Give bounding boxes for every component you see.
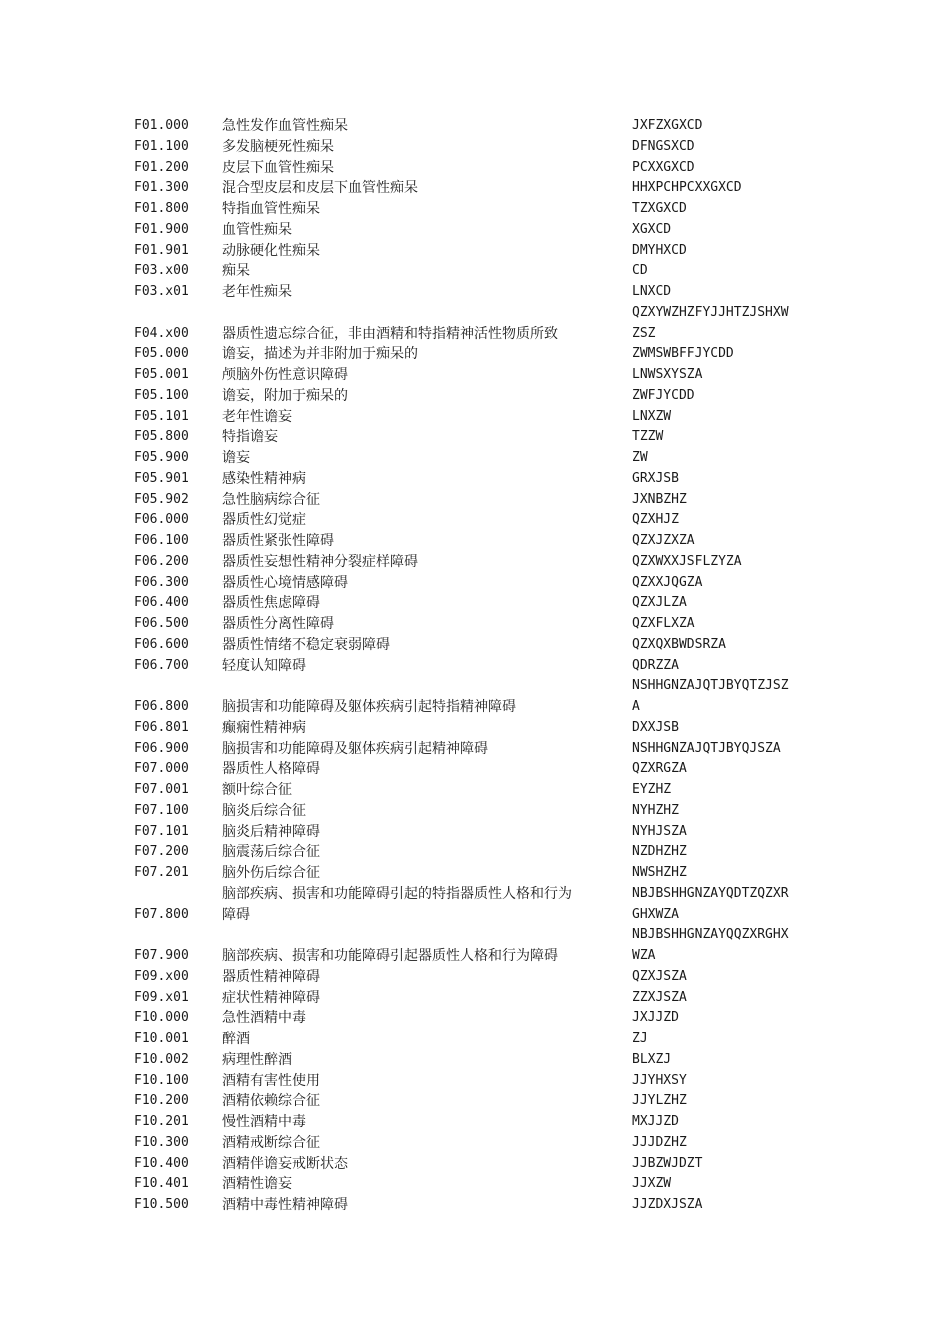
pinyin-abbreviation: QZXRGZA <box>632 761 687 777</box>
table-row <box>134 1154 814 1175</box>
table-row <box>134 531 814 552</box>
diagnosis-code-table <box>134 116 814 1216</box>
table-row <box>134 158 814 179</box>
pinyin-abbreviation: EYZHZ <box>632 782 672 797</box>
diagnosis-name: 颅脑外伤性意识障碍 <box>222 367 348 383</box>
pinyin-abbreviation: TZXGXCD <box>632 201 687 216</box>
pinyin-abbreviation: NSHHGNZAJQTJBYQJSZA <box>632 740 781 756</box>
diagnosis-name: 脑震荡后综合征 <box>222 844 320 861</box>
diagnosis-code: F07.000 <box>134 761 189 777</box>
pinyin-abbreviation: NYHZHZ <box>632 802 679 818</box>
diagnosis-code: F03.x00 <box>134 263 189 279</box>
table-row <box>134 490 814 511</box>
diagnosis-name: 癫痫性精神病 <box>222 719 306 736</box>
diagnosis-code: F01.100 <box>134 138 189 154</box>
diagnosis-name: 器质性人格障碍 <box>222 761 320 778</box>
pinyin-abbreviation: DXXJSB <box>632 719 679 735</box>
diagnosis-code: F07.201 <box>134 865 189 880</box>
diagnosis-name: 脑损害和功能障碍及躯体疾病引起特指精神障碍 <box>222 699 516 715</box>
diagnosis-code: F01.300 <box>134 180 189 196</box>
table-row <box>134 1071 814 1092</box>
pinyin-abbreviation: DFNGSXCD <box>632 138 695 154</box>
table-row <box>134 1195 814 1216</box>
diagnosis-name: 酒精戒断综合征 <box>222 1134 320 1151</box>
diagnosis-name: 脑部疾病、损害和功能障碍引起的特指器质性人格和行为 障碍 <box>222 885 572 923</box>
diagnosis-code: F05.902 <box>134 491 189 507</box>
table-row <box>134 469 814 490</box>
diagnosis-code: F06.200 <box>134 553 189 569</box>
pinyin-abbreviation: JJBZWJDZT <box>632 1155 703 1171</box>
pinyin-abbreviation: QZXQXBWDSRZA <box>632 636 726 652</box>
diagnosis-code: F06.300 <box>134 574 189 590</box>
diagnosis-code: F04.x00 <box>134 325 189 341</box>
diagnosis-name: 器质性妄想性精神分裂症样障碍 <box>222 553 418 570</box>
pinyin-abbreviation: ZW <box>632 450 648 465</box>
diagnosis-code: F01.901 <box>134 242 189 258</box>
table-row <box>134 614 814 635</box>
diagnosis-name: 谵妄，描述为并非附加于痴呆的 <box>222 346 418 363</box>
table-row <box>134 344 814 365</box>
diagnosis-name: 器质性焦虑障碍 <box>222 595 320 612</box>
pinyin-abbreviation: ZWMSWBFFJYCDD <box>632 346 734 362</box>
diagnosis-code: F03.x01 <box>134 284 189 299</box>
diagnosis-code: F10.500 <box>134 1197 189 1212</box>
diagnosis-code: F10.400 <box>134 1155 189 1171</box>
table-row <box>134 573 814 594</box>
pinyin-abbreviation: JXFZXGXCD <box>632 118 703 133</box>
diagnosis-code: F05.800 <box>134 429 189 445</box>
diagnosis-code: F10.401 <box>134 1176 189 1192</box>
table-row <box>134 137 814 158</box>
table-row <box>134 593 814 614</box>
diagnosis-name: 血管性痴呆 <box>222 221 292 238</box>
pinyin-abbreviation: ZZXJSZA <box>632 989 687 1005</box>
pinyin-abbreviation: NSHHGNZAJQTJBYQTZJSZ A <box>632 678 789 714</box>
table-row <box>134 801 814 822</box>
diagnosis-code: F06.800 <box>134 699 189 714</box>
diagnosis-code: F05.100 <box>134 387 189 403</box>
table-row <box>134 1029 814 1050</box>
diagnosis-name: 器质性紧张性障碍 <box>222 533 334 549</box>
pinyin-abbreviation: PCXXGXCD <box>632 159 695 175</box>
diagnosis-code: F06.400 <box>134 595 189 611</box>
table-row <box>134 676 814 718</box>
table-row <box>134 925 814 967</box>
diagnosis-name: 多发脑梗死性痴呆 <box>222 138 334 155</box>
diagnosis-code: F10.201 <box>134 1114 189 1129</box>
pinyin-abbreviation: BLXZJ <box>632 1051 672 1067</box>
diagnosis-name: 脑外伤后综合征 <box>222 865 320 881</box>
diagnosis-code: F06.500 <box>134 616 189 631</box>
diagnosis-code: F06.100 <box>134 533 189 548</box>
diagnosis-name: 老年性痴呆 <box>222 284 292 300</box>
diagnosis-name: 轻度认知障碍 <box>222 657 306 674</box>
diagnosis-code: F10.000 <box>134 1010 189 1026</box>
diagnosis-name: 器质性心境情感障碍 <box>222 574 348 591</box>
diagnosis-name: 器质性遗忘综合征，非由酒精和特指精神活性物质所致 <box>222 325 558 342</box>
pinyin-abbreviation: QZXJLZA <box>632 595 687 611</box>
pinyin-abbreviation: QZXWXXJSFLZYZA <box>632 553 742 569</box>
pinyin-abbreviation: ZJ <box>632 1031 648 1046</box>
pinyin-abbreviation: JXJJZD <box>632 1010 679 1026</box>
table-row <box>134 884 814 926</box>
diagnosis-code: F06.000 <box>134 512 189 528</box>
diagnosis-name: 谵妄 <box>222 450 250 466</box>
diagnosis-code: F01.800 <box>134 201 189 216</box>
diagnosis-code: F06.700 <box>134 657 189 673</box>
diagnosis-name: 谵妄，附加于痴呆的 <box>222 387 348 404</box>
diagnosis-name: 酒精伴谵妄戒断状态 <box>222 1155 348 1172</box>
pinyin-abbreviation: QZXYWZHZFYJJHTZJSHXW ZSZ <box>632 304 789 341</box>
diagnosis-name: 器质性分离性障碍 <box>222 616 334 632</box>
table-row <box>134 552 814 573</box>
diagnosis-code: F09.x00 <box>134 968 189 984</box>
diagnosis-name: 脑损害和功能障碍及躯体疾病引起精神障碍 <box>222 740 488 757</box>
diagnosis-code: F10.300 <box>134 1134 189 1150</box>
diagnosis-code: F10.002 <box>134 1051 189 1067</box>
diagnosis-name: 混合型皮层和皮层下血管性痴呆 <box>222 180 418 197</box>
diagnosis-code: F05.900 <box>134 450 189 465</box>
table-row <box>134 1174 814 1195</box>
table-row <box>134 241 814 262</box>
table-row <box>134 1112 814 1133</box>
table-row <box>134 988 814 1009</box>
diagnosis-name: 感染性精神病 <box>222 470 306 487</box>
diagnosis-code: F07.101 <box>134 823 189 839</box>
table-row <box>134 1008 814 1029</box>
pinyin-abbreviation: ZWFJYCDD <box>632 387 695 403</box>
diagnosis-code: F05.001 <box>134 367 189 382</box>
table-row <box>134 1133 814 1154</box>
table-row <box>134 842 814 863</box>
pinyin-abbreviation: QZXJSZA <box>632 968 687 984</box>
diagnosis-code: F06.900 <box>134 740 189 756</box>
pinyin-abbreviation: LNXCD <box>632 284 672 299</box>
diagnosis-code: F10.001 <box>134 1031 189 1046</box>
pinyin-abbreviation: JJZDXJSZA <box>632 1197 703 1212</box>
pinyin-abbreviation: QZXFLXZA <box>632 616 695 631</box>
diagnosis-code: F07.100 <box>134 802 189 818</box>
table-row <box>134 261 814 282</box>
diagnosis-code: F01.200 <box>134 159 189 175</box>
diagnosis-name: 酒精依赖综合征 <box>222 1093 320 1110</box>
diagnosis-name: 酒精有害性使用 <box>222 1072 320 1089</box>
table-row <box>134 822 814 843</box>
table-row <box>134 303 814 345</box>
pinyin-abbreviation: QDRZZA <box>632 657 679 673</box>
table-row <box>134 718 814 739</box>
table-row <box>134 863 814 884</box>
diagnosis-name: 器质性情绪不稳定衰弱障碍 <box>222 636 390 653</box>
table-row <box>134 427 814 448</box>
diagnosis-code: F06.600 <box>134 636 189 652</box>
pinyin-abbreviation: HHXPCHPCXXGXCD <box>632 180 742 196</box>
pinyin-abbreviation: NWSHZHZ <box>632 865 687 880</box>
pinyin-abbreviation: QZXHJZ <box>632 512 679 528</box>
pinyin-abbreviation: XGXCD <box>632 221 672 237</box>
diagnosis-code: F05.000 <box>134 346 189 362</box>
diagnosis-code: F07.001 <box>134 782 189 797</box>
table-row <box>134 780 814 801</box>
pinyin-abbreviation: JXNBZHZ <box>632 491 687 507</box>
table-row <box>134 199 814 220</box>
diagnosis-name: 症状性精神障碍 <box>222 989 320 1006</box>
diagnosis-name: 器质性幻觉症 <box>222 512 306 529</box>
diagnosis-code: F07.900 <box>134 948 189 963</box>
diagnosis-code: F05.901 <box>134 470 189 486</box>
table-row <box>134 282 814 303</box>
pinyin-abbreviation: LNXZW <box>632 408 672 424</box>
table-row <box>134 386 814 407</box>
pinyin-abbreviation: NBJBSHHGNZAYQDTZQZXR GHXWZA <box>632 885 789 922</box>
pinyin-abbreviation: NZDHZHZ <box>632 844 687 860</box>
pinyin-abbreviation: DMYHXCD <box>632 242 687 258</box>
pinyin-abbreviation: JJJDZHZ <box>632 1134 687 1150</box>
diagnosis-name: 老年性谵妄 <box>222 408 292 425</box>
diagnosis-name: 额叶综合征 <box>222 782 292 798</box>
table-row <box>134 510 814 531</box>
table-row <box>134 448 814 469</box>
diagnosis-name: 慢性酒精中毒 <box>222 1114 306 1130</box>
diagnosis-name: 急性发作血管性痴呆 <box>222 118 348 134</box>
diagnosis-code: F01.000 <box>134 118 189 133</box>
pinyin-abbreviation: MXJJZD <box>632 1114 679 1129</box>
pinyin-abbreviation: TZZW <box>632 429 664 445</box>
table-row <box>134 1091 814 1112</box>
diagnosis-name: 特指血管性痴呆 <box>222 201 320 217</box>
diagnosis-name: 动脉硬化性痴呆 <box>222 242 320 259</box>
pinyin-abbreviation: JJYHXSY <box>632 1072 687 1088</box>
diagnosis-code: F01.900 <box>134 221 189 237</box>
diagnosis-code: F07.800 <box>134 906 189 922</box>
pinyin-abbreviation: QZXJZXZA <box>632 533 695 548</box>
diagnosis-name: 脑炎后综合征 <box>222 802 306 819</box>
pinyin-abbreviation: QZXXJQGZA <box>632 574 703 590</box>
diagnosis-name: 痴呆 <box>222 263 250 280</box>
diagnosis-name: 急性酒精中毒 <box>222 1010 306 1027</box>
table-row <box>134 407 814 428</box>
table-row <box>134 178 814 199</box>
diagnosis-name: 皮层下血管性痴呆 <box>222 159 334 176</box>
pinyin-abbreviation: JJXZW <box>632 1176 672 1192</box>
diagnosis-code: F07.200 <box>134 844 189 860</box>
table-row <box>134 967 814 988</box>
diagnosis-code: F09.x01 <box>134 989 189 1005</box>
diagnosis-name: 病理性醉酒 <box>222 1051 292 1068</box>
table-row <box>134 635 814 656</box>
diagnosis-code: F10.200 <box>134 1093 189 1109</box>
diagnosis-name: 酒精中毒性精神障碍 <box>222 1197 348 1213</box>
pinyin-abbreviation: LNWSXYSZA <box>632 367 703 382</box>
diagnosis-name: 脑部疾病、损害和功能障碍引起器质性人格和行为障碍 <box>222 948 558 964</box>
diagnosis-code: F10.100 <box>134 1072 189 1088</box>
pinyin-abbreviation: NYHJSZA <box>632 823 687 839</box>
diagnosis-name: 急性脑病综合征 <box>222 491 320 508</box>
diagnosis-name: 脑炎后精神障碍 <box>222 823 320 840</box>
diagnosis-name: 特指谵妄 <box>222 429 278 446</box>
table-row <box>134 365 814 386</box>
diagnosis-name: 酒精性谵妄 <box>222 1176 292 1193</box>
diagnosis-code: F06.801 <box>134 719 189 735</box>
table-row <box>134 759 814 780</box>
pinyin-abbreviation: GRXJSB <box>632 470 679 486</box>
table-row <box>134 116 814 137</box>
table-row <box>134 220 814 241</box>
diagnosis-code: F05.101 <box>134 408 189 424</box>
table-row <box>134 1050 814 1071</box>
diagnosis-name: 器质性精神障碍 <box>222 968 320 985</box>
pinyin-abbreviation: JJYLZHZ <box>632 1093 687 1109</box>
diagnosis-name: 醉酒 <box>222 1031 250 1047</box>
pinyin-abbreviation: NBJBSHHGNZAYQQZXRGHX WZA <box>632 927 789 963</box>
table-row <box>134 739 814 760</box>
table-row <box>134 656 814 677</box>
pinyin-abbreviation: CD <box>632 263 648 279</box>
